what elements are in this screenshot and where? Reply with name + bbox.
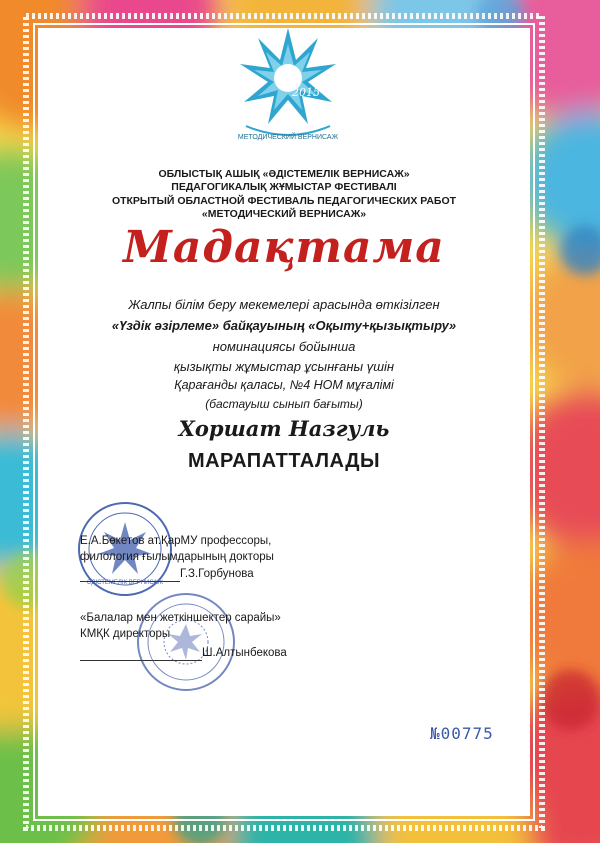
body-line6: (бастауыш сынып бағыты): [205, 397, 363, 411]
body-line2: «Үздік әзірлеме» байқауының «Оқыту+қызықтыру»: [111, 318, 457, 333]
recipient-name: Хоршат Назгуль: [178, 416, 390, 441]
header-kz-line1: ОБЛЫСТЫҚ АШЫҚ «ӘДІСТЕМЕЛІК ВЕРНИСАЖ»: [158, 168, 410, 180]
signer2-line: [80, 660, 202, 661]
festival-logo: [236, 26, 340, 144]
signer2-title-line1: «Балалар мен жеткіншектер сарайы»: [80, 612, 281, 624]
header-ru-line1: ОТКРЫТЫЙ ОБЛАСТНОЙ ФЕСТИВАЛЬ ПЕДАГОГИЧЕСКИХ РАБОТ: [111, 195, 457, 207]
header-kz-line2: ПЕДАГОГИКАЛЫҚ ЖҰМЫСТАР ФЕСТИВАЛІ: [171, 181, 397, 193]
signer2-title-line2: КМҚК директоры: [80, 628, 171, 640]
signer1-name: Г.З.Горбунова: [180, 568, 254, 580]
logo-year: 2015: [292, 86, 320, 99]
stamp-text: ӘДІСТЕМЕЛІК ВЕРНИСАЖ: [86, 580, 164, 586]
director-stamp: [134, 590, 238, 694]
body-line3: номинациясы бойынша: [212, 339, 356, 354]
header-ru-line2: «МЕТОДИЧЕСКИЙ ВЕРНИСАЖ»: [201, 208, 367, 220]
signer1-title-line2: филология ғылымдарының докторы: [80, 551, 274, 563]
logo-caption: МЕТОДИЧЕСКИЙ ВЕРНИСАЖ: [237, 134, 339, 141]
award-text: МАРАПАТТАЛАДЫ: [187, 450, 381, 472]
certificate-title: Мадақтама: [123, 222, 445, 273]
body-line5: Қарағанды қаласы, №4 НОМ мұғалімі: [174, 378, 394, 392]
signer1-title-line1: Е.А.Бөкетов ат.ҚарМУ профессоры,: [80, 535, 272, 547]
body-line1: Жалпы білім беру мекемелері арасында өткізілген: [128, 297, 440, 312]
signer2-name: Ш.Алтынбекова: [202, 647, 287, 659]
organization-stamp: [76, 500, 174, 598]
body-line4: қызықты жұмыстар ұсынғаны үшін: [173, 359, 395, 374]
serial-number: №00775: [430, 724, 494, 743]
signer1-line: [80, 581, 180, 582]
